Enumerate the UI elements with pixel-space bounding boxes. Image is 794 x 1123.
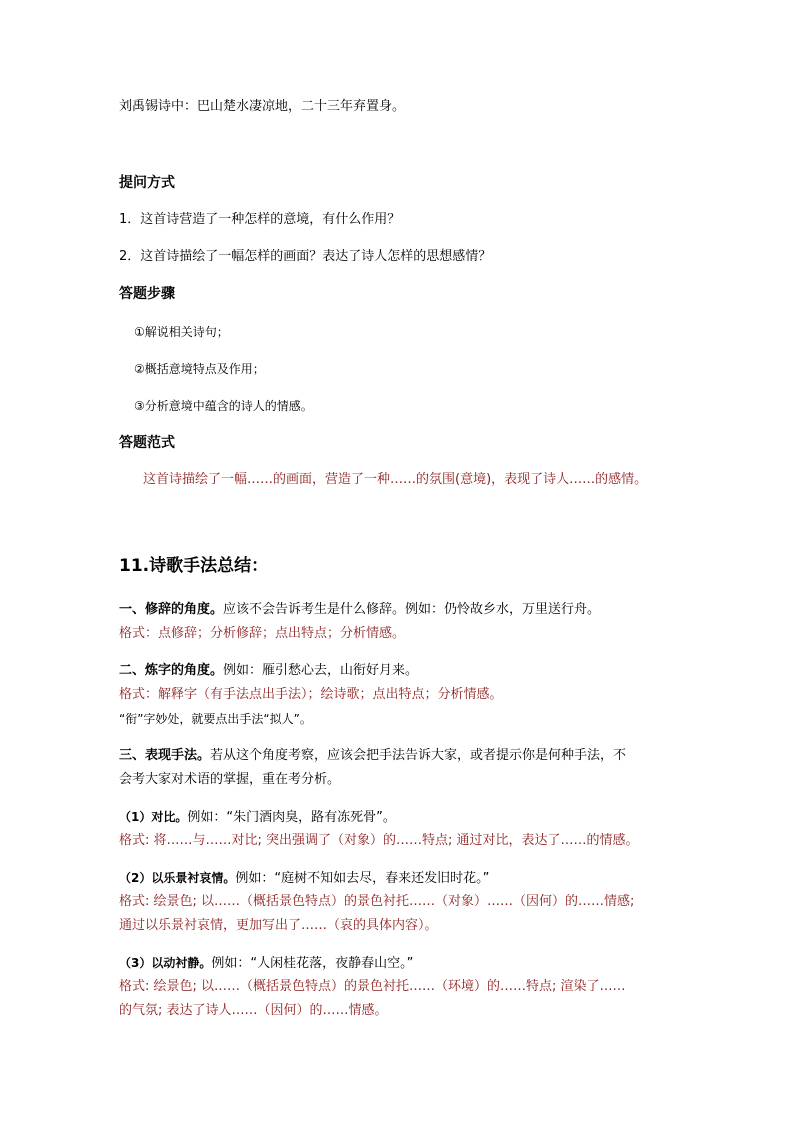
part-3-desc-2: 会考大家对术语的掌握，重在考分析。 [119, 772, 341, 787]
steps-heading: 答题步骤 [119, 286, 175, 302]
sub-1-label: （1）对比。 [119, 810, 188, 824]
sub-2-format-1: 格式: 绘景色; 以……（概括景色特点）的景色衬托……（对象）……（因何）的……情感; [119, 894, 635, 909]
question-heading: 提问方式 [119, 175, 175, 191]
sub-3-format-2: 的气氛; 表达了诗人……（因何）的……情感。 [119, 1003, 388, 1018]
section-11-title: 11.诗歌手法总结： [119, 556, 269, 576]
template-heading: 答题范式 [119, 435, 175, 451]
question-2: 2．这首诗描绘了一幅怎样的画面？表达了诗人怎样的思想感情？ [119, 249, 492, 264]
part-1-desc: 应该不会告诉考生是什么修辞。例如：仍怜故乡水，万里送行舟。 [223, 602, 601, 617]
sub-2-format-2: 通过以乐景衬哀情，更加写出了……（哀的具体内容）。 [119, 918, 438, 933]
sub-3-line [119, 954, 413, 973]
sub-3-label: （3）以动衬静。 [119, 956, 212, 970]
sub-3-example: 例如：“人闲桂花落，夜静春山空。” [211, 956, 414, 971]
part-2-note: “衔”字妙处，就要点出手法“拟人”。 [119, 712, 312, 726]
template-text: 这首诗描绘了一幅……的画面，营造了一种……的氛围(意境)，表现了诗人……的感情。 [143, 472, 648, 487]
part-3-label: 三、表现手法。 [119, 748, 211, 763]
sub-3-format-1: 格式: 绘景色; 以……（概括景色特点）的景色衬托……（环境）的……特点; 渲染了…… [119, 979, 626, 994]
sub-2-line [119, 869, 489, 888]
question-1: 1．这首诗营造了一种怎样的意境，有什么作用？ [119, 212, 401, 227]
sub-1-format: 格式: 将……与……对比; 突出强调了（对象）的……特点; 通过对比，表达了……的情感。 [119, 833, 639, 848]
step-3: ③分析意境中蕴含的诗人的情感。 [134, 399, 313, 413]
part-2-label: 二、炼字的角度。 [119, 663, 224, 678]
part-3-desc-1: 若从这个角度考察，应该会把手法告诉大家，或者提示你是何种手法，不 [210, 748, 627, 763]
step-1: ①解说相关诗句； [134, 325, 229, 339]
part-3-line [119, 747, 626, 765]
sub-1-line [119, 808, 396, 827]
sub-2-example: 例如：“庭树不知如去尽，春来还发旧时花。” [235, 871, 490, 886]
part-1-line [119, 601, 600, 619]
part-1-format: 格式：点修辞；分析修辞；点出特点；分析情感。 [119, 626, 406, 641]
sub-1-example: 例如：“朱门酒肉臭，路有冻死骨”。 [187, 810, 396, 825]
part-2-format: 格式：解释字（有手法点出手法）；绘诗歌；点出特点；分析情感。 [119, 687, 503, 702]
step-2: ②概括意境特点及作用； [134, 362, 265, 376]
part-2-line [119, 662, 418, 680]
part-1-label: 一、修辞的角度。 [119, 602, 224, 617]
part-2-desc: 例如：雁引愁心去，山衔好月来。 [223, 663, 419, 678]
quote-line: 刘禹锡诗中：巴山楚水凄凉地，二十三年弃置身。 [119, 99, 406, 114]
sub-2-label: （2）以乐景衬哀情。 [119, 871, 236, 885]
